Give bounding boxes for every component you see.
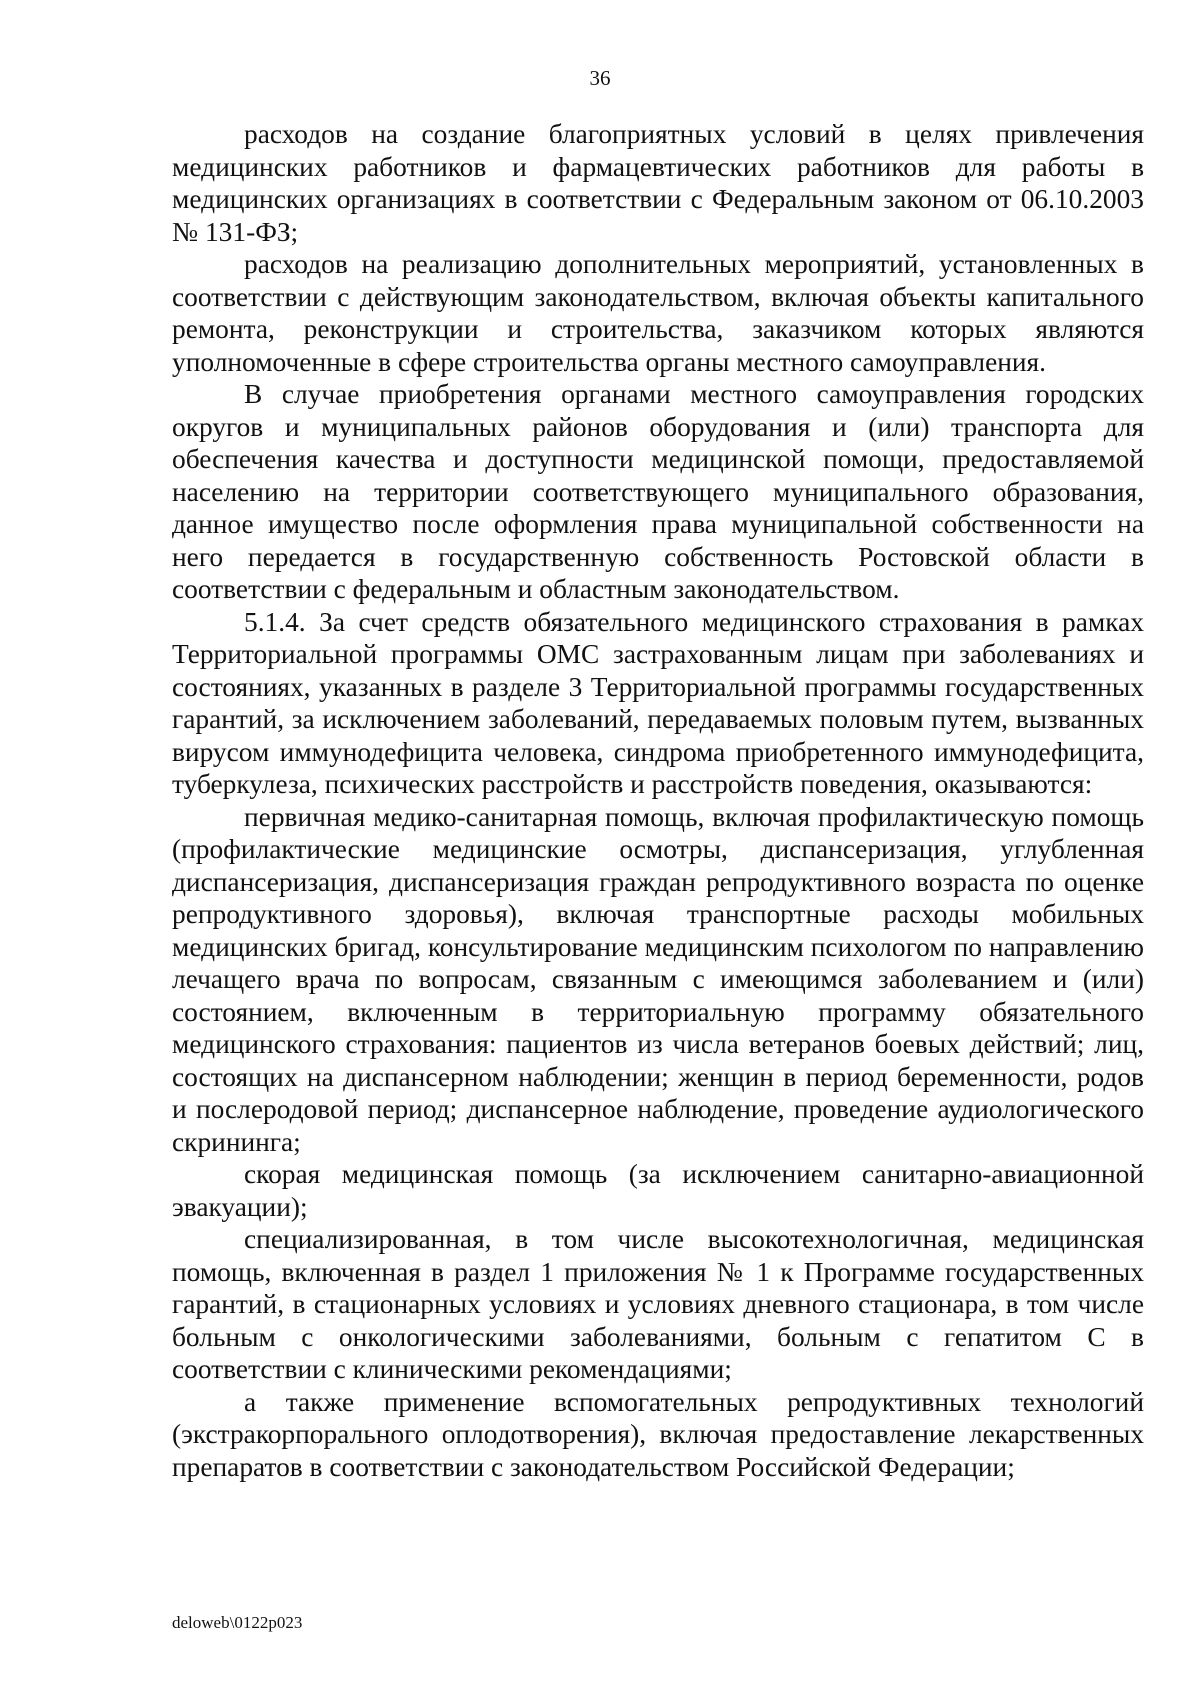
paragraph-recruitment-costs: расходов на создание благоприятных условий в целях привлечения медицинских работников и фармацевтических работников для работы в медицинских организациях в соответствии с Федеральным законом от 06.10.2003 № 131-ФЗ; bbox=[172, 119, 1144, 247]
paragraph-specialized-care: специализированная, в том числе высокотехнологичная, медицинская помощь, включенная в раздел 1 приложения № 1 к Программе государственных гарантий, в стационарных условиях и условиях дневного стационара, в том числе больным с онкологическими заболеваниями, больным с гепатитом С в соответствии с клиническими рекомендациями; bbox=[172, 1224, 1144, 1384]
paragraph-primary-care: первичная медико-санитарная помощь, включая профилактическую помощь (профилактические медицинские осмотры, диспансеризация, углубленная диспансеризация, диспансеризация граждан репродуктивного возраста по оценке репродуктивного здоровья), включая транспортные расходы мобильных медицинских бригад, консультирование медицинским психологом по направлению лечащего врача по вопросам, связанным с имеющимся заболеванием и (или) состоянием, включенным в территориальную программу обязательного медицинского страхования: пациентов из числа ветеранов боевых действий; лиц, состоящих на диспансерном наблюдении; женщин в период беременности, родов и послеродовой период; диспансерное наблюдение, проведение аудиологического скрининга; bbox=[172, 801, 1144, 1157]
paragraph-additional-measures: расходов на реализацию дополнительных мероприятий, установленных в соответствии с действующим законодательством, включая объекты капитального ремонта, реконструкции и строительства, заказчиком которых являются уполномоченные в сфере строительства органы местного самоуправления. bbox=[172, 249, 1144, 377]
paragraph-section-5-1-4: 5.1.4. За счет средств обязательного медицинского страхования в рамках Территориальной программы ОМС застрахованным лицам при заболеваниях и состояниях, указанных в разделе 3 Территориальной программы государственных гарантий, за исключением заболеваний, передаваемых половым путем, вызванных вирусом иммунодефицита человека, синдрома приобретенного иммунодефицита, туберкулеза, психических расстройств и расстройств поведения, оказываются: bbox=[172, 606, 1144, 799]
paragraph-emergency-care: скорая медицинская помощь (за исключением санитарно-авиационной эвакуации); bbox=[172, 1159, 1144, 1222]
page-number: 36 bbox=[589, 66, 611, 90]
paragraph-reproductive-technologies: а также применение вспомогательных репродуктивных технологий (экстракорпорального оплодотворения), включая предоставление лекарственных препаратов в соответствии с законодательством Российской Федерации; bbox=[172, 1386, 1144, 1482]
document-body bbox=[172, 118, 1144, 1483]
document-footer-code: deloweb\0122p023 bbox=[172, 1613, 303, 1632]
paragraph-municipal-property: В случае приобретения органами местного самоуправления городских округов и муниципальных районов оборудования и (или) транспорта для обеспечения качества и доступности медицинской помощи, предоставляемой населению на территории соответствующего муниципального образования, данное имущество после оформления права муниципальной собственности на него передается в государственную собственность Ростовской области в соответствии с федеральным и областным законодательством. bbox=[172, 379, 1144, 604]
